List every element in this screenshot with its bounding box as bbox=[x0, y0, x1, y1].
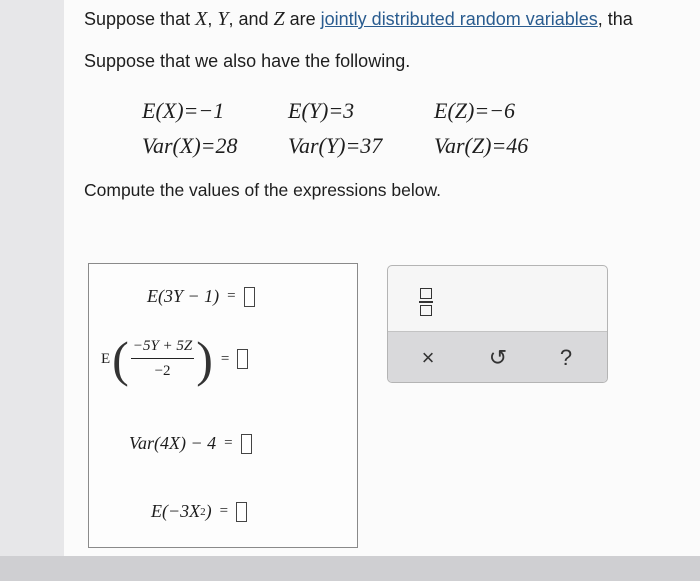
jointly-distributed-link[interactable]: jointly distributed random variables bbox=[320, 9, 598, 29]
clear-button[interactable] bbox=[410, 342, 446, 374]
expected-x: E(X)=−1 bbox=[142, 97, 225, 123]
var-z: Z bbox=[273, 8, 285, 30]
help-icon: ? bbox=[559, 345, 573, 370]
math-toolbar bbox=[387, 265, 608, 383]
variance-x: Var(X)=28 bbox=[142, 132, 238, 158]
answer-panel bbox=[88, 263, 358, 548]
var-y: Y bbox=[217, 8, 229, 30]
also-text: Suppose that we also have the following. bbox=[84, 51, 411, 71]
answer-input-1[interactable] bbox=[244, 287, 255, 307]
fraction bbox=[131, 338, 194, 380]
expression-1 bbox=[147, 286, 255, 307]
variance-y: Var(Y)=37 bbox=[288, 132, 383, 158]
denominator-square bbox=[420, 305, 432, 316]
expression-4-close: ) bbox=[205, 501, 212, 521]
expression-4-lhs: E(−3X bbox=[151, 501, 201, 521]
fraction-denominator: −2 bbox=[154, 363, 171, 379]
equals-sign: = bbox=[224, 435, 233, 451]
problem-intro bbox=[84, 8, 633, 31]
expression-1-lhs: E(3Y − 1) bbox=[147, 286, 220, 306]
undo-button[interactable] bbox=[480, 342, 516, 374]
intro-end: , tha bbox=[597, 9, 633, 29]
variance-z: Var(Z)=46 bbox=[434, 132, 529, 158]
expression-2 bbox=[101, 331, 248, 387]
numerator-square bbox=[420, 288, 432, 299]
equals-sign: = bbox=[227, 288, 236, 304]
close-icon: × bbox=[421, 345, 435, 370]
sep-1: , bbox=[207, 9, 218, 29]
toolbar-palette bbox=[388, 266, 607, 331]
answer-input-2[interactable] bbox=[237, 349, 248, 369]
answer-input-3[interactable] bbox=[241, 434, 252, 454]
fraction-bar bbox=[419, 301, 433, 303]
are-text: are bbox=[284, 9, 321, 29]
expression-3 bbox=[129, 433, 252, 454]
undo-icon: ↺ bbox=[488, 345, 508, 370]
compute-text: Compute the values of the expressions below. bbox=[84, 180, 442, 200]
var-x: X bbox=[195, 8, 208, 30]
expression-3-lhs: Var(4X) − 4 bbox=[129, 433, 217, 453]
equals-sign: = bbox=[220, 350, 230, 367]
help-button[interactable] bbox=[548, 342, 584, 374]
equals-sign: = bbox=[219, 503, 229, 519]
expression-2-prefix: E bbox=[101, 350, 111, 367]
right-paren: ) bbox=[196, 331, 213, 387]
expected-y: E(Y)=3 bbox=[288, 97, 355, 123]
fraction-numerator: −5Y + 5Z bbox=[131, 338, 194, 359]
exponent: 2 bbox=[200, 505, 206, 518]
fraction-tool-icon[interactable] bbox=[418, 288, 434, 316]
expression-4 bbox=[151, 501, 247, 522]
given-values bbox=[142, 93, 574, 163]
expected-z: E(Z)=−6 bbox=[434, 97, 516, 123]
intro-text: Suppose that bbox=[84, 9, 196, 29]
answer-input-4[interactable] bbox=[236, 502, 247, 522]
sep-2: , and bbox=[228, 9, 274, 29]
left-paren: ( bbox=[112, 331, 129, 387]
bottom-shade bbox=[0, 556, 700, 581]
toolbar-actions bbox=[388, 331, 607, 383]
